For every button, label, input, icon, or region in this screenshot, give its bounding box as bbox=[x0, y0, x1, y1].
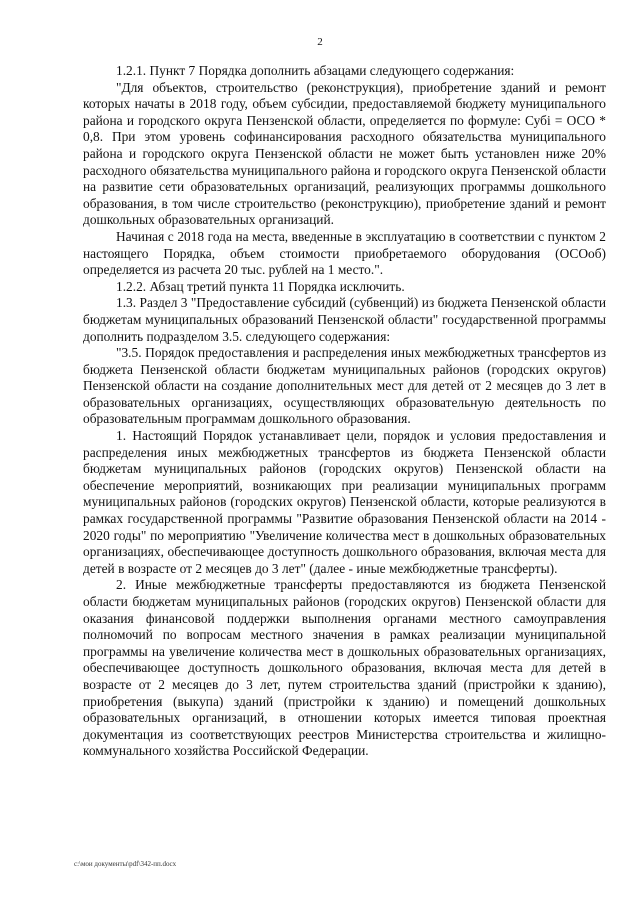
paragraph-1-2-1: 1.2.1. Пункт 7 Порядка дополнить абзацами следующего содержания: bbox=[116, 63, 515, 78]
paragraph-item-1: 1. Настоящий Порядок устанавливает цели, порядок и условия предоставления и распределения иных межбюджетных трансфертов из бюджета Пензенской области бюджетам муниципальных районов (городских округов) Пензенской области на обеспечение мероприятий, возникающих при реализации муниципальных программ муниципальных районов (городских округов) Пензенской области, которые реализуются в рамках государственной программы "Развитие образования Пензенской области на 2014 - 2020 годы" по мероприятию "Увеличение количества мест в дошкольных образовательных организациях, обеспечивающее доступность дошкольного образования, включая места для детей в возрасте от 2 месяцев до 3 лет" (далее - иные межбюджетные трансферты). bbox=[83, 428, 606, 576]
file-path-footer: c:\мои документы\pdf\342-пп.docx bbox=[74, 860, 177, 868]
document-body bbox=[83, 63, 606, 760]
paragraph-item-2: 2. Иные межбюджетные трансферты предоставляются из бюджета Пензенской области бюджетам муниципальных районов (городских округов) Пензенской области для оказания финансовой поддержки выполнения органами местного самоуправления полномочий по вопросам местного значения в рамках реализации муниципальной программы на увеличение количества мест в дошкольных образовательных организациях, обеспечивающее доступность дошкольного образования, включая места для детей в возрасте от 2 месяцев до 3 лет, путем строительства зданий (пристройки к зданию), приобретения (выкупа) зданий (пристройки к зданию) и помещений дошкольных образовательных организаций, в отношении которых имеется типовая проектная документация из соответствующих реестров Министерства строительства и жилищно-коммунального хозяйства Российской Федерации. bbox=[83, 577, 606, 759]
paragraph-1-3: 1.3. Раздел 3 "Предоставление субсидий (субвенций) из бюджета Пензенской области бюджетам муниципальных образований Пензенской области" государственной программы дополнить подразделом 3.5. следующего содержания: bbox=[83, 295, 606, 344]
page-number: 2 bbox=[317, 36, 323, 48]
paragraph-quote-objects: "Для объектов, строительство (реконструкция), приобретение зданий и ремонт которых начаты в 2018 году, объем субсидии, предоставляемой бюджету муниципального района и городского округа Пензенской области, определяется по формуле: Субі = ОСО * 0,8. При этом уровень софинансирования расходного обязательства муниципального района и городского округа Пензенской области не может быть установлен ниже 20% расходного обязательства муниципального района и городского округа Пензенской области на развитие сети образовательных организаций, реализующих программы дошкольного образования, в том числе строительство (реконструкцию), приобретение зданий и ремонт дошкольных образовательных организаций. bbox=[83, 79, 606, 228]
paragraph-since-2018: Начиная с 2018 года на места, введенные в эксплуатацию в соответствии с пунктом 2 настоящего Порядка, объем стоимости приобретаемого оборудования (ОСОоб) определяется из расчета 20 тыс. рублей на 1 место.". bbox=[83, 228, 606, 278]
paragraph-1-2-2: 1.2.2. Абзац третий пункта 11 Порядка исключить. bbox=[116, 278, 405, 294]
paragraph-3-5-heading: "3.5. Порядок предоставления и распределения иных межбюджетных трансфертов из бюджета Пензенской области бюджетам муниципальных районов (городских округов) Пензенской области на создание дополнительных мест для детей от 2 месяцев до 3 лет в образовательных организациях, осуществляющих образовательную деятельность по образовательным программам дошкольного образования. bbox=[83, 345, 606, 427]
